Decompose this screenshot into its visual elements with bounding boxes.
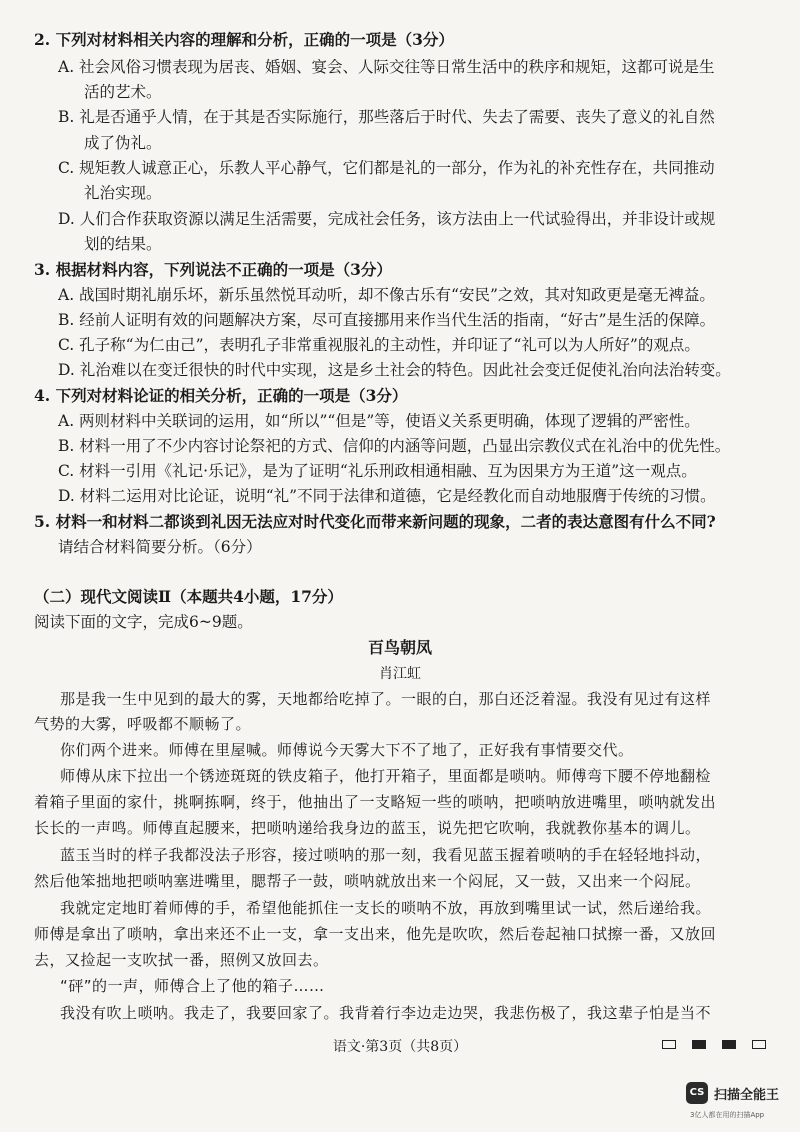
- question-2-option-d-cont: 划的结果。: [84, 235, 162, 253]
- question-2-option-a-cont: 活的艺术。: [84, 83, 162, 101]
- question-4-option-a: A. 两则材料中关联词的运用，如“所以”“但是”等，使语义关系更明确，体现了逻辑的严密性。: [58, 412, 700, 430]
- question-3-option-b: B. 经前人证明有效的问题解决方案，尽可直接挪用来作当代生活的指南，“好古”是生活的保障。: [58, 311, 716, 329]
- story-paragraph-3-cont-1: 着箱子里面的家什，挑啊拣啊，终于，他抽出了一支略短一些的唢呐，把唢呐放进嘴里，唢呐就发出: [34, 793, 717, 811]
- story-paragraph-2: 你们两个进来。师傅在里屋喊。师傅说今天雾大下不了地了，正好我有事情要交代。: [60, 741, 634, 759]
- story-author: 肖江虹: [379, 666, 421, 682]
- story-paragraph-4: 蓝玉当时的样子我都没法子形容，接过唢呐的那一刻，我看见蓝玉握着唢呐的手在轻轻地抖动，: [60, 846, 712, 864]
- story-paragraph-1: 那是我一生中见到的最大的雾，天地都给吃掉了。一眼的白，那白还泛着湿。我没有见过有这样: [60, 690, 712, 708]
- story-paragraph-7: 我没有吹上唢呐。我走了，我要回家了。我背着行李边走边哭，我悲伤极了，我这辈子怕是当不: [60, 1004, 712, 1022]
- question-3-stem: 3. 根据材料内容，下列说法不正确的一项是（3分）: [34, 260, 392, 279]
- registration-mark-empty-icon: [662, 1040, 676, 1049]
- question-3-option-d: D. 礼治难以在变迁很快的时代中实现，这是乡土社会的特色。因此社会变迁促使礼治向法治转变。: [58, 361, 731, 379]
- registration-mark-empty-icon: [752, 1040, 766, 1049]
- question-3-option-a: A. 战国时期礼崩乐坏，新乐虽然悦耳动听，却不像古乐有“安民”之效，其对知政更是毫无裨益。: [58, 286, 715, 304]
- question-2-option-c-cont: 礼治实现。: [84, 184, 162, 202]
- camscanner-logo-icon: CS: [686, 1082, 708, 1104]
- question-4-option-b: B. 材料一用了不少内容讨论祭祀的方式、信仰的内涵等问题，凸显出宗教仪式在礼治中的优先性。: [58, 437, 731, 455]
- story-paragraph-3: 师傅从床下拉出一个锈迹斑斑的铁皮箱子，他打开箱子，里面都是唢呐。师傅弯下腰不停地翻检: [60, 767, 712, 785]
- question-2-option-d: D. 人们合作获取资源以满足生活需要，完成社会任务，该方法由上一代试验得出，并非设计或规: [58, 210, 716, 228]
- registration-mark-filled-icon: [722, 1040, 736, 1049]
- question-2-stem: 2. 下列对材料相关内容的理解和分析，正确的一项是（3分）: [34, 30, 454, 49]
- story-paragraph-3-cont-2: 长长的一声鸣。师傅直起腰来，把唢呐递给我身边的蓝玉，说先把它吹响，我就教你基本的调儿。: [34, 819, 701, 837]
- watermark-tagline: 3亿人都在用的扫描App: [690, 1111, 765, 1119]
- story-paragraph-4-cont: 然后他笨拙地把唢呐塞进嘴里，腮帮子一鼓，唢呐就放出来一个闷屁，又一鼓，又出来一个闷屁。: [34, 872, 701, 890]
- story-paragraph-5-cont-1: 师傅是拿出了唢呐，拿出来还不止一支，拿一支出来，他先是吹吹，然后卷起袖口拭擦一番，又放回: [34, 925, 717, 943]
- story-paragraph-5: 我就定定地盯着师傅的手，希望他能抓住一支长的唢呐不放，再放到嘴里试一试，然后递给我。: [60, 899, 712, 917]
- registration-mark-filled-icon: [692, 1040, 706, 1049]
- story-paragraph-1-cont: 气势的大雾，呼吸都不顺畅了。: [34, 715, 252, 733]
- question-5-stem-cont: 请结合材料简要分析。（6分）: [58, 538, 262, 556]
- section-heading: （二）现代文阅读Ⅱ（本题共4小题，17分）: [34, 587, 343, 606]
- question-4-stem: 4. 下列对材料论证的相关分析，正确的一项是（3分）: [34, 386, 408, 405]
- question-2-option-b-cont: 成了伪礼。: [84, 134, 162, 152]
- page-number: 语文·第3页（共8页）: [332, 1039, 468, 1055]
- question-2-option-a: A. 社会风俗习惯表现为居丧、婚姻、宴会、人际交往等日常生活中的秩序和规矩，这都可说是生: [58, 58, 715, 76]
- question-5-stem: 5. 材料一和材料二都谈到礼因无法应对时代变化而带来新问题的现象，二者的表达意图有什么不同?: [34, 512, 716, 531]
- watermark-app-name: 扫描全能王: [714, 1088, 780, 1103]
- question-2-option-c: C. 规矩教人诚意正心，乐教人平心静气，它们都是礼的一部分，作为礼的补充性存在，共同推动: [58, 159, 715, 177]
- question-2-option-b: B. 礼是否通乎人情，在于其是否实际施行，那些落后于时代、失去了需要、丧失了意义的礼自然: [58, 108, 715, 126]
- story-paragraph-6: “砰”的一声，师傅合上了他的箱子……: [60, 977, 325, 995]
- section-instruction: 阅读下面的文字，完成6~9题。: [34, 613, 253, 631]
- story-paragraph-5-cont-2: 去，又捡起一支吹拭一番，照例又放回去。: [34, 951, 329, 969]
- story-title: 百鸟朝凤: [367, 638, 432, 657]
- question-3-option-c: C. 孔子称“为仁由己”，表明孔子非常重视服礼的主动性，并印证了“礼可以为人所好”的观点。: [58, 336, 700, 354]
- registration-marks: [662, 1040, 766, 1049]
- question-4-option-c: C. 材料一引用《礼记·乐记》，是为了证明“礼乐刑政相通相融、互为因果方为王道”这一观点。: [58, 462, 697, 480]
- question-4-option-d: D. 材料二运用对比论证，说明“礼”不同于法律和道德，它是经教化而自动地服膺于传统的习惯。: [58, 487, 716, 505]
